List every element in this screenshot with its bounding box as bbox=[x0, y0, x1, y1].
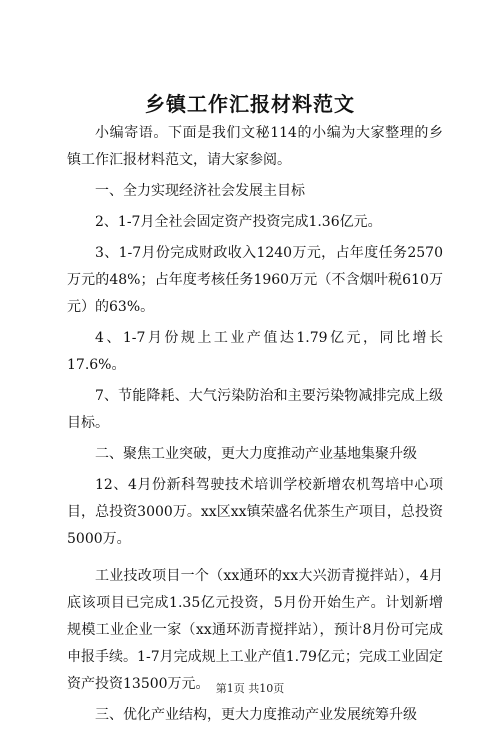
paragraph-item-3: 3、1-7月份完成财政收入1240万元，占年度任务2570万元的48%；占年度考核任务1960万元（不含烟叶税610万元）的63%。 bbox=[67, 245, 443, 315]
paragraph-item-2: 2、1-7月全社会固定资产投资完成1.36亿元。 bbox=[95, 214, 382, 230]
document-title: 乡镇工作汇报材料范文 bbox=[145, 92, 355, 116]
page-footer: 第1页 共10页 bbox=[215, 682, 285, 695]
paragraph-item-7: 7、节能降耗、大气污染防治和主要污染物减排完成上级目标。 bbox=[67, 388, 443, 431]
document-body bbox=[67, 120, 443, 733]
paragraph-section-1-heading: 一、全力实现经济社会发展主目标 bbox=[95, 183, 305, 199]
paragraph-section-2-heading: 二、聚焦工业突破，更大力度推动产业基地集聚升级 bbox=[95, 446, 417, 462]
paragraph-item-12: 12、4月份新科驾驶技术培训学校新增农机驾培中心项目，总投资3000万。xx区xx镇荣盛名优茶生产项目，总投资5000万。 bbox=[67, 477, 443, 547]
paragraph-item-4: 4、1-7月份规上工业产值达1.79亿元，同比增长17.6%。 bbox=[67, 330, 443, 373]
paragraph-intro: 小编寄语。下面是我们文秘114的小编为大家整理的乡镇工作汇报材料范文，请大家参阅。 bbox=[67, 125, 443, 168]
paragraph-section-3-heading: 三、优化产业结构，更大力度推动产业发展统筹升级 bbox=[95, 707, 417, 723]
paragraph-industry-projects: 工业技改项目一个（xx通环的xx大兴沥青搅拌站），4月底该项目已完成1.35亿元投资，5月份开始生产。计划新增规模工业企业一家（xx通环沥青搅拌站），预计8月份可完成申报手续。1-7月完成规上工业产值1.79亿元；完成工业固定资产投资13500万元。 bbox=[67, 568, 443, 692]
